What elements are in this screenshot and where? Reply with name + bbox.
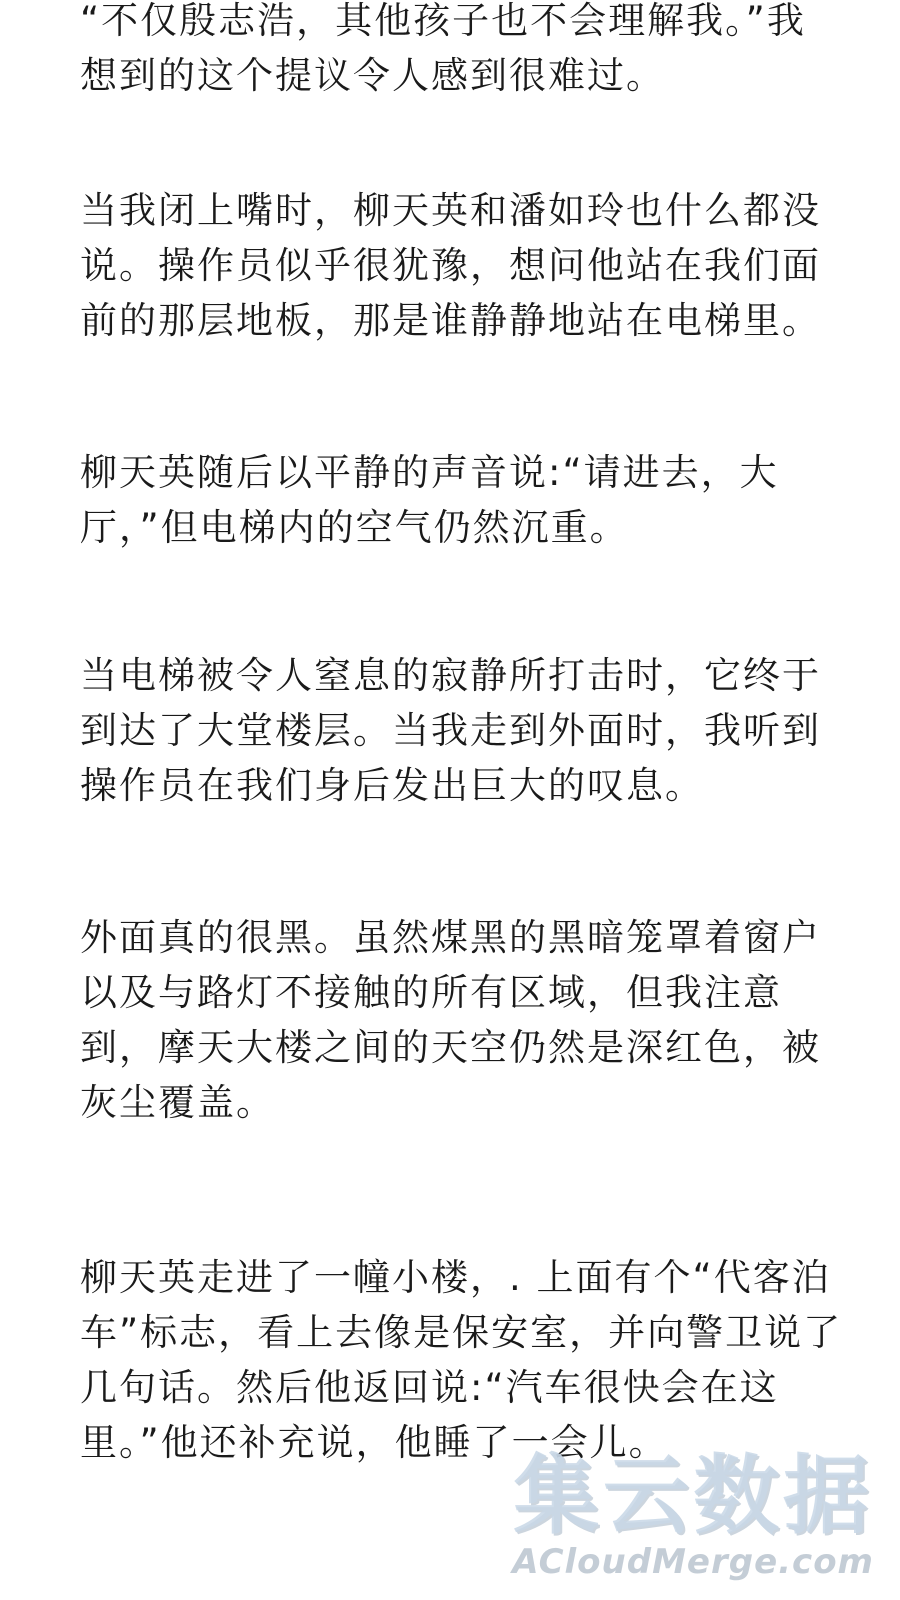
text-line: 柳天英走进了一幢小楼，. 上面有个“代客泊 bbox=[80, 1256, 831, 1299]
watermark-english: ACloudMerge.com bbox=[512, 1542, 874, 1582]
text-line: 到达了大堂楼层。当我走到外面时，我听到 bbox=[80, 709, 821, 752]
text-line: 当电梯被令人窒息的寂静所打击时，它终于 bbox=[80, 654, 821, 697]
paragraph-2 bbox=[80, 183, 840, 348]
text-line: 到，摩天大楼之间的天空仍然是深红色，被 bbox=[80, 1026, 821, 1069]
text-line: 以及与路灯不接触的所有区域，但我注意 bbox=[80, 971, 782, 1014]
watermark-chinese: 集云数据 bbox=[513, 1446, 874, 1546]
text-line: 厅，”但电梯内的空气仍然沉重。 bbox=[80, 506, 629, 549]
text-line: “不仅殷志浩，其他孩子也不会理解我。”我 bbox=[80, 0, 806, 42]
text-line: 外面真的很黑。虽然煤黑的黑暗笼罩着窗户 bbox=[80, 916, 821, 959]
text-line: 前的那层地板，那是谁静静地站在电梯里。 bbox=[80, 299, 821, 342]
paragraph-1 bbox=[80, 0, 840, 103]
text-line: 想到的这个提议令人感到很难过。 bbox=[80, 54, 665, 97]
text-line: 车”标志，看上去像是保安室，并向警卫说了 bbox=[80, 1311, 843, 1354]
text-line: 柳天英随后以平静的声音说:“请进去，大 bbox=[80, 451, 779, 494]
paragraph-6 bbox=[80, 1250, 843, 1470]
text-line: 里。”他还补充说，他睡了一会儿。 bbox=[80, 1421, 668, 1464]
paragraph-5 bbox=[80, 910, 840, 1130]
text-line: 说。操作员似乎很犹豫，想问他站在我们面 bbox=[80, 244, 821, 287]
text-line: 灰尘覆盖。 bbox=[80, 1081, 275, 1124]
text-line: 当我闭上嘴时，柳天英和潘如玲也什么都没 bbox=[80, 189, 821, 232]
paragraph-3 bbox=[80, 445, 840, 555]
text-line: 操作员在我们身后发出巨大的叹息。 bbox=[80, 764, 704, 807]
paragraph-4 bbox=[80, 648, 840, 813]
text-line: 几句话。然后他返回说:“汽车很快会在这 bbox=[80, 1366, 779, 1409]
